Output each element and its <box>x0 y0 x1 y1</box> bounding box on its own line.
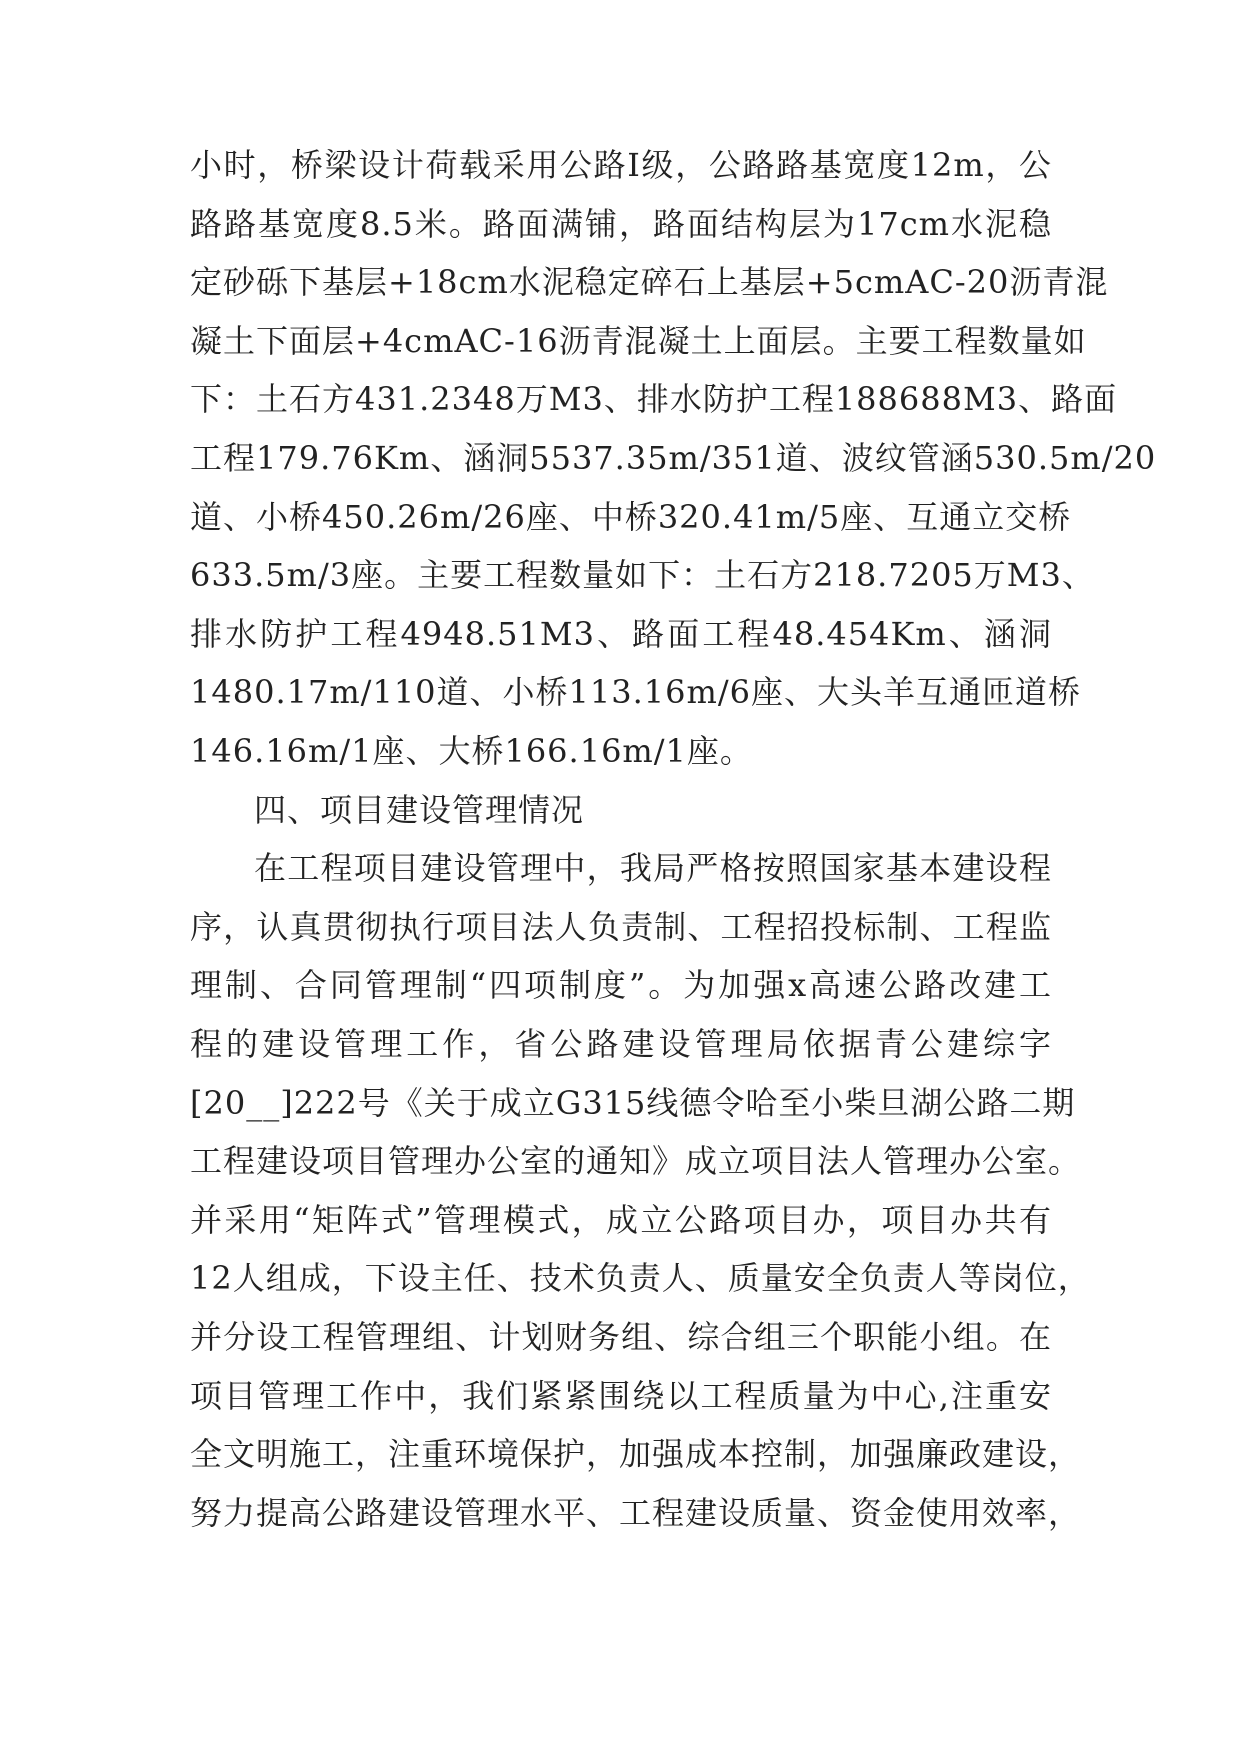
paragraph-line: 在工程项目建设管理中，我局严格按照国家基本建设程 <box>254 849 1052 887</box>
paragraph-line: 工程建设项目管理办公室的通知》成立项目法人管理办公室。 <box>190 1142 1082 1180</box>
paragraph-line: 12人组成，下设主任、技术负责人、质量安全负责人等岗位， <box>190 1259 1091 1297</box>
paragraph-line: 146.16m/1座、大桥166.16m/1座。 <box>190 732 753 770</box>
paragraph-line: 633.5m/3座。主要工程数量如下：土石方218.7205万M3、 <box>190 556 1095 594</box>
paragraph-line: 小时，桥梁设计荷载采用公路Ⅰ级，公路路基宽度12m，公 <box>190 146 1052 184</box>
paragraph-line: 序，认真贯彻执行项目法人负责制、工程招投标制、工程监 <box>190 908 1052 946</box>
paragraph-line: 全文明施工，注重环境保护，加强成本控制，加强廉政建设， <box>190 1435 1082 1473</box>
paragraph-line: 并采用“矩阵式”管理模式，成立公路项目办，项目办共有 <box>190 1201 1052 1239</box>
paragraph-line: 并分设工程管理组、计划财务组、综合组三个职能小组。在 <box>190 1318 1052 1356</box>
paragraph-line: 路路基宽度8.5米。路面满铺，路面结构层为17cm水泥稳 <box>190 205 1052 243</box>
paragraph-line: 项目管理工作中，我们紧紧围绕以工程质量为中心,注重安 <box>190 1377 1052 1415</box>
paragraph-line: 1480.17m/110道、小桥113.16m/6座、大头羊互通匝道桥 <box>190 673 1081 711</box>
section-heading: 四、项目建设管理情况 <box>254 791 585 829</box>
paragraph-line: 努力提高公路建设管理水平、工程建设质量、资金使用效率， <box>190 1494 1082 1532</box>
paragraph-line: 理制、合同管理制“四项制度”。为加强x高速公路改建工 <box>190 966 1052 1004</box>
paragraph-line: [20__]222号《关于成立G315线德令哈至小柴旦湖公路二期 <box>190 1084 1076 1122</box>
paragraph-line: 凝土下面层+4cmAC-16沥青混凝土上面层。主要工程数量如 <box>190 322 1087 360</box>
paragraph-line: 排水防护工程4948.51M3、路面工程48.454Km、涵洞 <box>190 615 1052 653</box>
paragraph-line: 程的建设管理工作，省公路建设管理局依据青公建综字 <box>190 1025 1052 1063</box>
paragraph-line: 道、小桥450.26m/26座、中桥320.41m/5座、互通立交桥 <box>190 498 1072 536</box>
paragraph-line: 下：土石方431.2348万M3、排水防护工程188688M3、路面 <box>190 380 1118 418</box>
paragraph-line: 定砂砾下基层+18cm水泥稳定碎石上基层+5cmAC-20沥青混 <box>190 263 1109 301</box>
paragraph-line: 工程179.76Km、涵洞5537.35m/351道、波纹管涵530.5m/20 <box>190 439 1157 477</box>
